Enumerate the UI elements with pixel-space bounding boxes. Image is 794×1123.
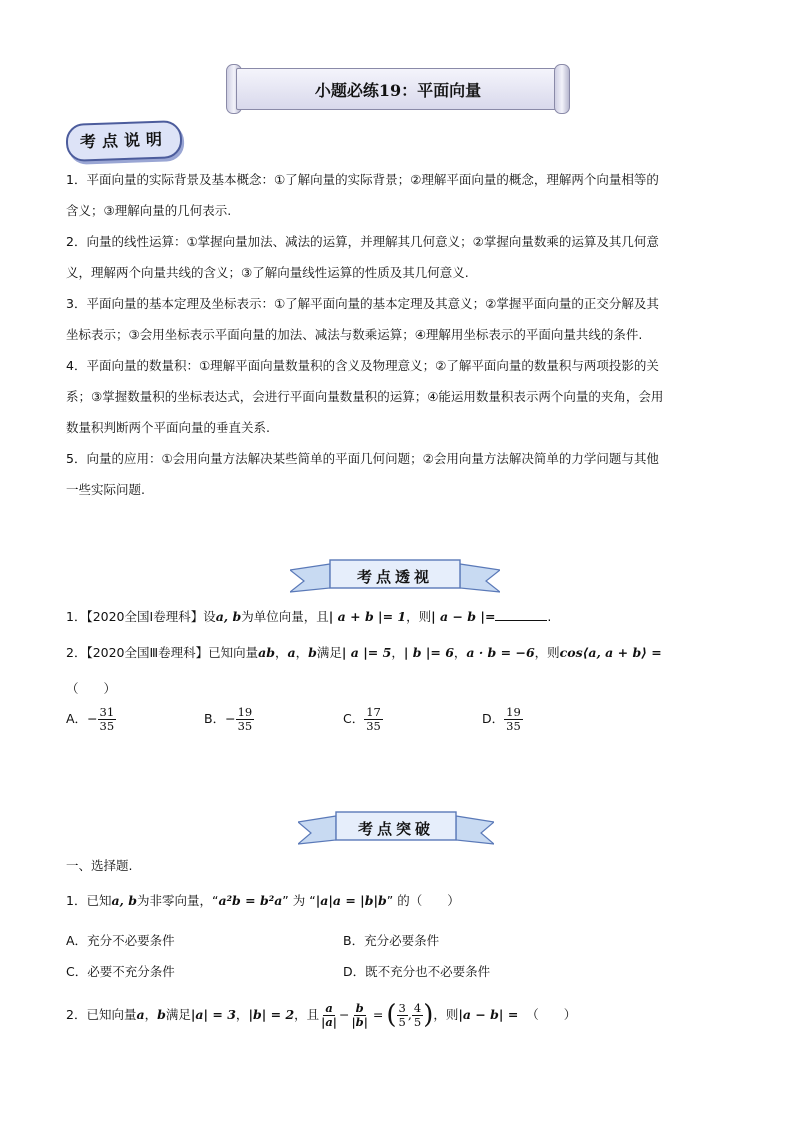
option-text: 充分不必要条件 — [87, 933, 175, 948]
option-text: 充分必要条件 — [364, 933, 440, 948]
option-text: 必要不充分条件 — [87, 964, 175, 979]
q1-vectors: a, b — [111, 893, 137, 908]
coord-y-fraction — [412, 1002, 423, 1029]
q2-t3: ， — [235, 1007, 249, 1022]
fraction-denominator: 35 — [366, 719, 381, 733]
q2-va: a — [287, 645, 296, 660]
q1-vectors: a, b — [215, 609, 242, 624]
s1-item5-line2: 一些实际问题. — [66, 482, 145, 497]
fraction-b-over-norm — [351, 1002, 367, 1029]
s3-question-1 — [66, 893, 460, 909]
q1-condition-1: a²b = b²a — [218, 893, 283, 908]
s1-item4-line3: 数量积判断两个平面向量的垂直关系. — [66, 420, 270, 435]
s3-q1-option-b[interactable] — [343, 931, 439, 949]
fraction-a-over-norm — [321, 1002, 337, 1029]
option-text: 既不充分也不必要条件 — [365, 964, 491, 979]
q2-answer-paren: （ ） — [526, 1007, 577, 1022]
comma: , — [407, 1007, 412, 1022]
q2-t2: ， — [295, 645, 309, 660]
option-label: C． — [66, 964, 88, 979]
fraction-numerator: b — [355, 1000, 364, 1015]
q2-t4: ， — [391, 645, 404, 660]
fraction-denominator: |b| — [351, 1014, 368, 1029]
coord-x-fraction — [397, 1002, 408, 1029]
q2-va: a — [136, 1007, 145, 1022]
q2-t5: ，则 — [433, 1007, 459, 1022]
q1-mid: 为单位向量，且 — [241, 609, 329, 624]
option-fraction — [98, 706, 117, 733]
fraction-denominator: 35 — [506, 719, 521, 733]
q2-option-b[interactable] — [204, 706, 254, 733]
option-label: B． — [343, 933, 365, 948]
q2-t6: ，则 — [534, 645, 560, 660]
section-ribbon-kaodian-tupo — [298, 808, 494, 848]
option-label: D． — [482, 711, 505, 726]
q2-t1: ， — [274, 645, 288, 660]
q1-mid2: ” 为 “ — [282, 893, 316, 908]
s1-item1-line2: 含义；③理解向量的几何表示. — [66, 203, 232, 218]
section-heading-kaodian-shuoming: 考点说明 — [65, 120, 182, 162]
answer-blank[interactable] — [495, 608, 547, 621]
s1-item3-line2: 坐标表示；③会用坐标表示平面向量的加法、减法与数乘运算；④理解用坐标表示的平面向量共线的条件. — [66, 327, 643, 342]
option-label: C． — [343, 711, 365, 726]
ribbon-label: 考点透视 — [356, 568, 433, 586]
q1-ask: | a − b |= — [431, 609, 496, 624]
option-label: A． — [66, 711, 88, 726]
option-sign: − — [87, 711, 98, 726]
q2-ask: |a − b| = — [458, 1007, 519, 1022]
option-label: A． — [66, 933, 88, 948]
s2-question-2 — [66, 645, 662, 661]
fraction-numerator: 17 — [366, 705, 381, 719]
q1-condition-2: |a|a = |b|b — [315, 893, 387, 908]
fraction-denominator: 35 — [99, 719, 115, 733]
option-fraction — [364, 706, 383, 733]
s3-q1-option-d[interactable] — [343, 962, 490, 980]
q2-c1: |a| = 3 — [190, 1007, 236, 1022]
q1-prefix: 1．已知 — [66, 893, 112, 908]
fraction-numerator: a — [325, 1000, 333, 1015]
s3-q1-option-a[interactable] — [66, 931, 175, 949]
minus-sign: − — [339, 1007, 350, 1022]
option-label: B． — [204, 711, 226, 726]
ribbon-label: 考点突破 — [357, 820, 434, 838]
q2-t5: ， — [453, 645, 467, 660]
q1-prefix: 1．【2020全国Ⅰ卷理科】设 — [66, 609, 216, 624]
section-ribbon-kaodian-toushi — [290, 556, 500, 596]
option-fraction — [236, 706, 255, 733]
fraction-denominator: 5 — [413, 1014, 422, 1029]
fraction-denominator: |a| — [321, 1014, 337, 1029]
title-scroll — [226, 62, 570, 114]
q2-t1: ， — [144, 1007, 158, 1022]
s1-item3-line1: 3．平面向量的基本定理及坐标表示：①了解平面向量的基本定理及其意义；②掌握平面向量的正交分解及其 — [66, 296, 659, 311]
q1-sep: ，则 — [406, 609, 432, 624]
option-sign: − — [225, 711, 236, 726]
s1-item2-line1: 2．向量的线性运算：①掌握向量加法、减法的运算，并理解其几何意义；②掌握向量数乘的运算及其几何意 — [66, 234, 659, 249]
q2-c2: |b| = 2 — [248, 1007, 295, 1022]
q2-vb: b — [157, 1007, 166, 1022]
right-paren: ) — [423, 1000, 434, 1030]
fraction-denominator: 5 — [398, 1014, 406, 1029]
q1-mid: 为非零向量，“ — [137, 893, 219, 908]
s3-subheading: 一、选择题. — [66, 858, 133, 873]
equals-sign: = — [372, 1007, 384, 1022]
option-fraction — [504, 706, 523, 733]
q2-c2: | b |= 6 — [403, 645, 454, 660]
left-paren: ( — [386, 1000, 397, 1030]
q2-answer-paren: （ ） — [66, 681, 117, 696]
q2-ask: cos⟨a, a + b⟩ = — [559, 645, 662, 660]
fraction-denominator: 35 — [237, 719, 253, 733]
q2-option-a[interactable] — [66, 706, 116, 733]
q2-c1: | a |= 5 — [341, 645, 392, 660]
q2-t4: ，且 — [294, 1007, 320, 1022]
s3-q1-option-c[interactable] — [66, 962, 175, 980]
q2-t2: 满足 — [165, 1007, 191, 1022]
q2-c3: a · b = −6 — [466, 645, 535, 660]
option-label: D． — [343, 964, 366, 979]
fraction-numerator: 19 — [506, 705, 521, 719]
q1-end: ” 的（ ） — [386, 893, 460, 908]
q2-t3: 满足 — [316, 645, 342, 660]
q1-end: . — [547, 609, 552, 624]
q2-vectors: ab — [258, 645, 275, 660]
s1-item1-line1: 1．平面向量的实际背景及基本概念：①了解向量的实际背景；②理解平面向量的概念，理解两个向量相等的 — [66, 172, 659, 187]
q2-prefix: 2．【2020全国Ⅲ卷理科】已知向量 — [66, 645, 259, 660]
page-title: 小题必练19：平面向量 — [314, 81, 482, 100]
fraction-numerator: 19 — [237, 705, 253, 719]
q2-prefix: 2．已知向量 — [66, 1007, 137, 1022]
fraction-numerator: 3 — [398, 1000, 406, 1015]
s1-item4-line2: 系；③掌握数量积的坐标表达式，会进行平面向量数量积的运算；④能运用数量积表示两个向量的夹角，会用 — [66, 389, 664, 404]
q2-option-d[interactable] — [482, 706, 523, 733]
q2-vb: b — [308, 645, 317, 660]
s1-item4-line1: 4．平面向量的数量积：①理解平面向量数量积的含义及物理意义；②了解平面向量的数量积与两项投影的关 — [66, 358, 659, 373]
s1-item5-line1: 5．向量的应用：①会用向量方法解决某些简单的平面几何问题；②会用向量方法解决简单的力学问题与其他 — [66, 451, 659, 466]
q2-option-c[interactable] — [343, 706, 383, 733]
fraction-numerator: 4 — [413, 1000, 422, 1015]
s1-item2-line2: 义，理解两个向量共线的含义；③了解向量线性运算的性质及其几何意义. — [66, 265, 469, 280]
s2-question-1 — [66, 608, 551, 625]
fraction-numerator: 31 — [99, 705, 115, 719]
q1-condition: | a + b |= 1 — [328, 609, 407, 624]
s3-question-2 — [66, 998, 576, 1032]
